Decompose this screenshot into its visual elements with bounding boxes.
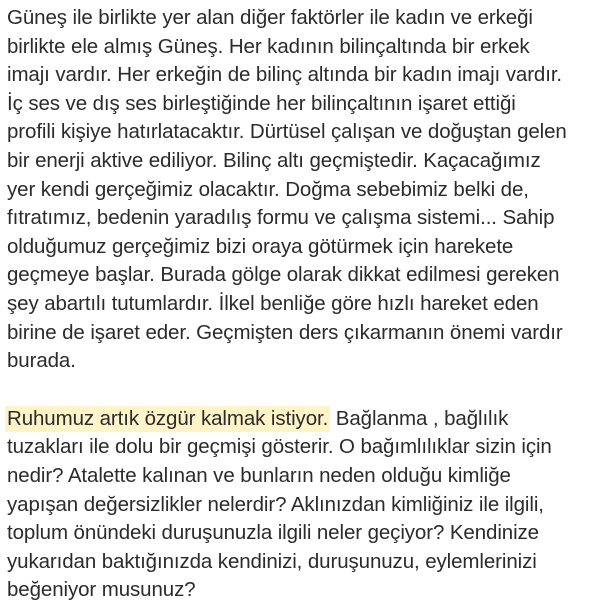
text-line: birine de işaret eder. Geçmişten ders çıkarmanın önemi vardır [7,320,563,344]
text-line: burada. [7,349,76,373]
text-line: olduğumuz gerçeğimiz bizi oraya götürmek için harekete [7,234,514,258]
text-line: nedir? Atalette kalınan ve bunların neden olduğu kimliğe [7,463,511,487]
paragraph-spacer [7,376,600,405]
text-line: beğeniyor musunuz? [7,578,196,602]
text-line: yer kendi gerçeğimiz olacaktır. Doğma sebebimiz belki de, [7,177,529,201]
text-line: fıtratımız, bedenin yaradılış formu ve çalışma sistemi... Sahip [7,206,555,230]
highlighted-text[interactable]: Ruhumuz artık özgür kalmak istiyor. [7,406,329,430]
text-line: yukarıdan baktığınızda kendinizi, duruşunuzu, eylemlerinizi [7,549,537,573]
text-line [7,405,600,434]
text-line: İç ses ve dış ses birleştiğinde her bilinçaltının işaret ettiği [7,91,516,115]
paragraph-1 [7,4,600,376]
text-line: yapışan değersizlikler nelerdir? Aklınızdan kimliğiniz ile ilgili, [7,492,544,516]
text-line: şey abartılı tutumlardır. İlkel benliğe göre hızlı hareket eden [7,291,539,315]
text-line: profili kişiye hatırlatacaktır. Dürtüsel çalışan ve doğuştan gelen [7,120,567,144]
text-line: imajı vardır. Her erkeğin de bilinç altında bir kadın imajı vardır. [7,63,563,87]
text-segment: Bağlanma , bağlılık [330,406,509,430]
text-line: bir enerji aktive ediliyor. Bilinç altı geçmiştedir. Kaçacağımız [7,148,541,172]
text-line: geçmeye başlar. Burada gölge olarak dikkat edilmesi gereken [7,263,560,287]
text-line: toplum önündeki duruşunuzla ilgili neler geçiyor? Kendinize [7,521,539,545]
text-line: tuzakları ile dolu bir geçmişi gösterir. O bağımlılıklar sizin için [7,435,552,459]
text-line: birlikte ele almış Güneş. Her kadının bilinçaltında bir erkek [7,34,530,58]
text-line: Güneş ile birlikte yer alan diğer faktörler ile kadın ve erkeği [7,6,533,29]
paragraph-2 [7,405,600,605]
